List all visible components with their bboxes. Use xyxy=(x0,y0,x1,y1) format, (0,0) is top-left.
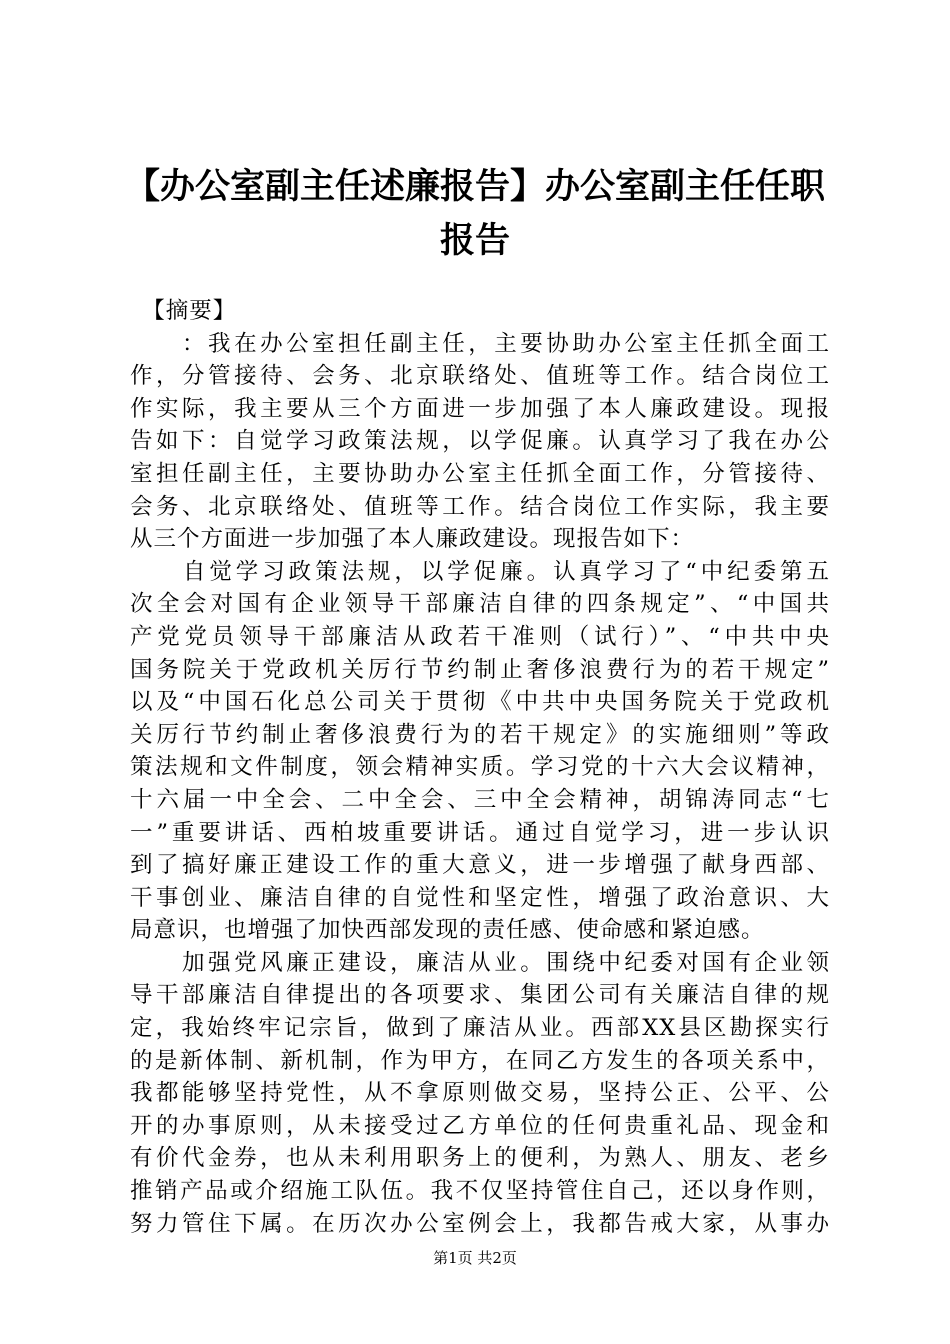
document-body xyxy=(130,295,830,1240)
body-line: 我都能够坚持党性，从不拿原则做交易，坚持公正、公平、公 xyxy=(130,1080,830,1107)
body-line: 努力管住下属。在历次办公室例会上，我都告戒大家，从事办 xyxy=(130,1210,830,1237)
body-line: ：我在办公室担任副主任，主要协助办公室主任抓全面工 xyxy=(130,330,830,357)
body-line: 从三个方面进一步加强了本人廉政建设。现报告如下： xyxy=(130,526,695,553)
body-line: 有价代金券，也从未利用职务上的便利，为熟人、朋友、老乡 xyxy=(130,1145,830,1172)
body-line: 定，我始终牢记宗旨，做到了廉洁从业。西部XX县区勘探实行 xyxy=(130,1015,830,1042)
body-line: 十六届一中全会、二中全会、三中全会精神，胡锦涛同志“七 xyxy=(130,786,830,813)
abstract-heading: 【摘要】 xyxy=(130,298,237,324)
body-line: 导干部廉洁自律提出的各项要求、集团公司有关廉洁自律的规 xyxy=(130,982,830,1009)
body-line: 开的办事原则，从未接受过乙方单位的任何贵重礼品、现金和 xyxy=(130,1112,830,1139)
body-line: 产党党员领导干部廉洁从政若干准则（试行）”、“中共中央 xyxy=(130,623,830,650)
body-line: 国务院关于党政机关厉行节约制止奢侈浪费行为的若干规定” xyxy=(130,656,830,683)
document-title xyxy=(100,160,850,268)
body-line: 作实际，我主要从三个方面进一步加强了本人廉政建设。现报 xyxy=(130,395,830,422)
body-line: 推销产品或介绍施工队伍。我不仅坚持管住自己，还以身作则， xyxy=(130,1178,830,1205)
body-line: 干事创业、廉洁自律的自觉性和坚定性，增强了政治意识、大 xyxy=(130,884,830,911)
body-line: 关厉行节约制止奢侈浪费行为的若干规定》的实施细则”等政 xyxy=(130,721,830,748)
body-line: 到了搞好廉正建设工作的重大意义，进一步增强了献身西部、 xyxy=(130,852,830,879)
title-line-1: 【办公室副主任述廉报告】办公室副主任任职 xyxy=(124,167,825,207)
body-line: 加强党风廉正建设，廉洁从业。围绕中纪委对国有企业领 xyxy=(130,949,830,976)
body-line: 的是新体制、新机制，作为甲方，在同乙方发生的各项关系中， xyxy=(130,1047,830,1074)
title-line-2: 报告 xyxy=(439,221,510,261)
body-line: 告如下：自觉学习政策法规，以学促廉。认真学习了我在办公 xyxy=(130,428,830,455)
body-line: 作，分管接待、会务、北京联络处、值班等工作。结合岗位工 xyxy=(130,363,830,390)
body-line: 策法规和文件制度，领会精神实质。学习党的十六大会议精神， xyxy=(130,754,830,781)
body-line: 次全会对国有企业领导干部廉洁自律的四条规定”、“中国共 xyxy=(130,591,830,618)
body-line: 会务、北京联络处、值班等工作。结合岗位工作实际，我主要 xyxy=(130,493,830,520)
body-line: 室担任副主任，主要协助办公室主任抓全面工作，分管接待、 xyxy=(130,460,830,487)
body-line: 局意识，也增强了加快西部发现的责任感、使命感和紧迫感。 xyxy=(130,917,765,944)
body-line: 自觉学习政策法规，以学促廉。认真学习了“中纪委第五 xyxy=(130,558,830,585)
body-line: 一”重要讲话、西柏坡重要讲话。通过自觉学习，进一步认识 xyxy=(130,819,830,846)
page-number-footer: 第1页 共2页 xyxy=(433,1249,517,1267)
body-line: 以及“中国石化总公司关于贯彻《中共中央国务院关于党政机 xyxy=(130,689,830,716)
